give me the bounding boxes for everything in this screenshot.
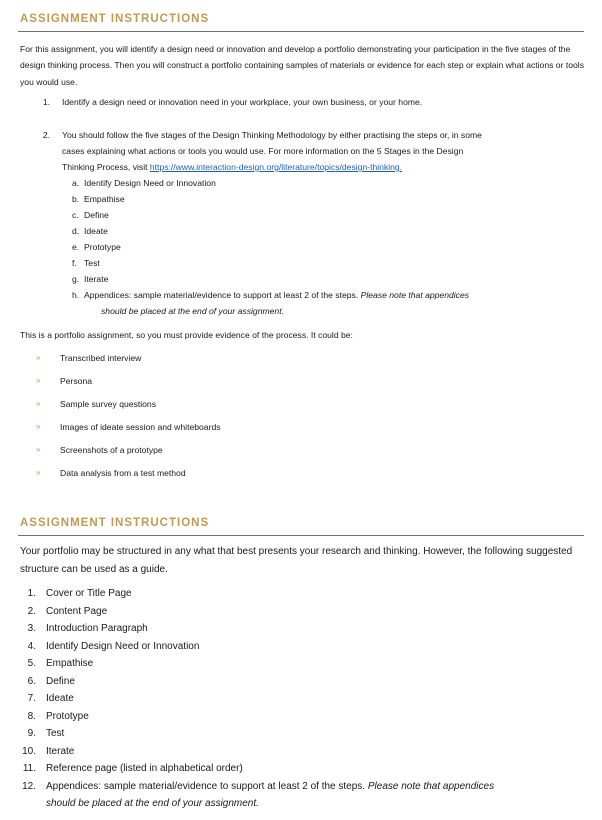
item-number: 8. xyxy=(27,710,36,722)
item-number: 10. xyxy=(22,745,36,757)
bullet-text: Data analysis from a test method xyxy=(60,468,186,478)
item-number: 2. xyxy=(42,130,50,140)
item-text: Reference page (listed in alphabetical order) xyxy=(46,763,243,774)
subitem-label: d. xyxy=(72,226,80,236)
bullet-icon: » xyxy=(36,422,41,431)
subitem-h xyxy=(72,290,470,300)
subitem-text: Ideate xyxy=(84,226,108,236)
bullet-icon: » xyxy=(36,445,41,454)
item-text: Empathise xyxy=(46,658,94,669)
item-note-cont: should be placed at the end of your assignment. xyxy=(46,798,259,809)
subitem-d xyxy=(72,226,108,236)
item-number: 4. xyxy=(27,640,36,652)
item-number: 3. xyxy=(27,623,36,634)
design-thinking-link[interactable]: https://www.interaction-design.org/literature/topics/design-thinking. xyxy=(149,162,403,172)
subitem-e xyxy=(72,242,121,252)
subitem-note: Please note that appendices xyxy=(360,290,470,300)
bullet-icon: » xyxy=(36,468,41,477)
subitem-g xyxy=(72,274,109,284)
subitem-h-note-cont xyxy=(101,306,284,316)
subitem-text: Test xyxy=(84,258,100,268)
item-text: Prototype xyxy=(46,710,89,722)
subitem-label: e. xyxy=(72,242,80,252)
bullet-text: Sample survey questions xyxy=(60,399,157,409)
item-text-line-3 xyxy=(62,162,402,172)
bullet-icon: » xyxy=(36,399,41,408)
subitem-label: g. xyxy=(72,274,80,284)
item-number: 6. xyxy=(27,675,36,687)
section1-intro: For this assignment, you will identify a design need or innovation and develop a portfolio demonstrating your participation in the five stages of the design thinking process. Then you will construct a portfolio containing samples of materials or evidence for each step or explain what actions or tools you would use. xyxy=(20,44,584,87)
subitem-a xyxy=(72,178,216,188)
item-text-line-2: cases explaining what actions or tools you would use. For more information on the 5 Stages in the Design xyxy=(62,146,464,156)
item-text: Define xyxy=(46,675,75,687)
item-number: 1. xyxy=(42,97,50,107)
item-number: 11. xyxy=(22,763,36,774)
section1-divider xyxy=(18,31,584,32)
item-number: 9. xyxy=(27,728,36,739)
evidence-intro: This is a portfolio assignment, so you must provide evidence of the process. It could be: xyxy=(20,330,353,340)
bullet-text: Screenshots of a prototype xyxy=(60,445,163,455)
item-text: Ideate xyxy=(46,693,74,704)
subitem-label: c. xyxy=(72,210,79,220)
subitem-text: Empathise xyxy=(84,194,125,204)
item-text-prefix: Thinking Process, visit xyxy=(62,162,150,172)
item-number: 1. xyxy=(27,588,36,599)
item-text-line-1: You should follow the five stages of the Design Thinking Methodology by either practising the steps or, in some xyxy=(62,130,482,140)
item-text: Identify a design need or innovation need in your workplace, your own business, or your home. xyxy=(62,97,423,107)
subitem-text: Prototype xyxy=(84,242,121,252)
bullet-icon: » xyxy=(36,376,41,385)
item-text: Iterate xyxy=(46,745,75,757)
item-number: 12. xyxy=(22,780,36,792)
subitem-text: Iterate xyxy=(84,274,109,284)
subitem-label: h. xyxy=(72,290,80,300)
subitem-label: a. xyxy=(72,178,80,188)
item-number: 7. xyxy=(27,693,36,704)
section2-divider xyxy=(18,535,584,536)
subitem-f xyxy=(72,258,100,268)
bullet-text: Images of ideate session and whiteboards xyxy=(60,422,221,432)
subitem-text: Identify Design Need or Innovation xyxy=(84,178,216,188)
subitem-note-cont: should be placed at the end of your assignment. xyxy=(101,306,284,316)
item-text xyxy=(46,781,494,792)
item-text: Introduction Paragraph xyxy=(46,623,148,634)
subitem-text: Define xyxy=(84,210,109,220)
bullet-text: Persona xyxy=(60,376,93,386)
bullet-icon: » xyxy=(36,353,41,362)
section2-heading: ASSIGNMENT INSTRUCTIONS xyxy=(20,517,210,529)
item-text: Identify Design Need or Innovation xyxy=(46,640,200,652)
section2-intro: Your portfolio may be structured in any what that best presents your research and thinking. However, the following suggested structure can be used as a guide. xyxy=(20,546,573,575)
subitem-text: Appendices: sample material/evidence to support at least 2 of the steps. xyxy=(84,290,361,300)
subitem-label: f. xyxy=(72,258,77,268)
subitem-label: b. xyxy=(72,194,80,204)
section1-heading: ASSIGNMENT INSTRUCTIONS xyxy=(20,13,210,25)
subitem-c xyxy=(72,210,109,220)
bullet-text: Transcribed interview xyxy=(60,353,142,363)
item-text: Test xyxy=(46,728,65,739)
item-number: 2. xyxy=(27,605,36,617)
subitem-b xyxy=(72,194,125,204)
item-note: Please note that appendices xyxy=(367,780,495,792)
item-text: Content Page xyxy=(46,605,108,617)
item-text-main: Appendices: sample material/evidence to support at least 2 of the steps. xyxy=(46,780,368,792)
structure-item-12-note-cont xyxy=(46,798,259,809)
item-text: Cover or Title Page xyxy=(46,588,132,599)
item-number: 5. xyxy=(27,658,36,669)
